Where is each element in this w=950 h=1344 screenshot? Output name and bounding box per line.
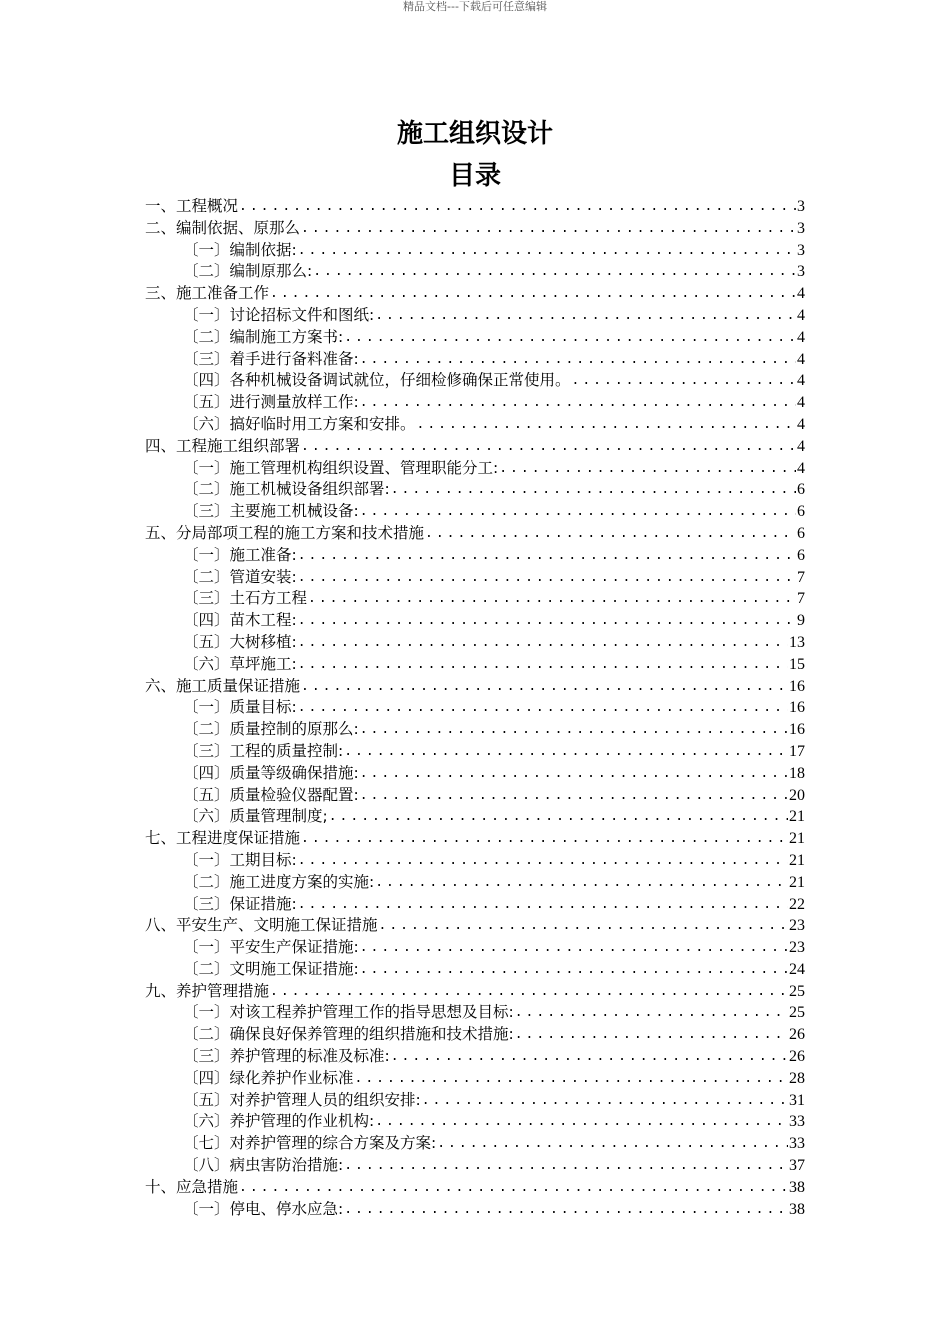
toc-entry-section[interactable] [145,806,805,828]
toc-entry-section[interactable] [145,632,805,654]
toc-entry-label: 〔一〕施工准备: [183,545,297,564]
toc-leader-dots [375,305,796,327]
toc-entry-label: 〔三〕工程的质量控制: [183,741,344,760]
toc-entry-label: 〔一〕对该工程养护管理工作的指导思想及目标: [183,1003,514,1022]
toc-leader-dots [379,915,788,937]
toc-entry-page-number: 17 [789,742,805,760]
toc-entry-page-number: 18 [789,764,805,782]
toc-leader-dots [239,1177,788,1199]
toc-entry-label: 〔三〕养护管理的标准及标准: [183,1047,390,1066]
toc-entry-chapter[interactable] [145,523,805,545]
toc-entry-label: 六、施工质量保证措施 [145,676,301,695]
toc-leader-dots [298,654,788,676]
toc-entry-label: 〔一〕平安生产保证措施: [183,938,359,957]
toc-entry-page-number: 4 [797,459,805,477]
toc-leader-dots [298,545,796,567]
toc-entry-section[interactable] [145,1155,805,1177]
toc-entry-label: 〔四〕各种机械设备调试就位，仔细检修确保正常使用。 [183,371,571,390]
toc-title: 目录 [448,161,501,191]
toc-entry-section[interactable] [145,1046,805,1068]
toc-entry-section[interactable] [145,1068,805,1090]
toc-entry-section[interactable] [145,370,805,392]
toc-entry-label: 〔三〕保证措施: [183,894,297,913]
toc-entry-label: 〔五〕质量检验仪器配置: [183,785,359,804]
toc-entry-label: 〔二〕施工进度方案的实施: [183,872,375,891]
toc-entry-label: 〔二〕施工机械设备组织部署: [183,480,390,499]
toc-entry-label: 〔六〕草坪施工: [183,654,297,673]
toc-entry-page-number: 3 [797,219,805,237]
toc-entry-section[interactable] [145,588,805,610]
toc-entry-section[interactable] [145,1024,805,1046]
toc-leader-dots [375,872,788,894]
toc-leader-dots [425,523,796,545]
toc-entry-label: 〔六〕质量管理制度; [183,807,328,826]
toc-leader-dots [270,283,796,305]
toc-entry-label: 〔三〕土石方工程 [183,589,308,608]
toc-entry-page-number: 4 [797,394,805,412]
toc-leader-dots [437,1133,788,1155]
toc-leader-dots [360,501,796,523]
toc-leader-dots [301,218,796,240]
toc-entry-section[interactable] [145,501,805,523]
toc-entry-page-number: 23 [789,917,805,935]
toc-entry-label: 〔二〕质量控制的原那么: [183,720,359,739]
toc-entry-page-number: 6 [797,524,805,542]
toc-entry-label: 〔二〕管道安装: [183,567,297,586]
toc-leader-dots [515,1024,788,1046]
toc-entry-label: 〔七〕对养护管理的综合方案及方案: [183,1134,437,1153]
toc-entry-section[interactable] [145,1090,805,1112]
toc-entry-page-number: 4 [797,350,805,368]
toc-leader-dots [344,1199,788,1221]
toc-entry-label: 〔二〕编制原那么: [183,262,313,281]
toc-leader-dots [301,828,788,850]
toc-entry-section[interactable] [145,327,805,349]
toc-entry-label: 〔三〕着手进行备料准备: [183,349,359,368]
toc-entry-chapter[interactable] [145,283,805,305]
toc-leader-dots [417,414,796,436]
toc-entry-label: 〔五〕进行测量放样工作: [183,393,359,412]
toc-entry-label: 九、养护管理措施 [145,981,270,1000]
toc-entry-section[interactable] [145,414,805,436]
toc-entry-label: 〔四〕苗木工程: [183,611,297,630]
toc-entry-page-number: 33 [789,1135,805,1153]
toc-entry-page-number: 7 [797,590,805,608]
toc-entry-section[interactable] [145,610,805,632]
toc-entry-label: 五、分局部项工程的施工方案和技术措施 [145,523,425,542]
toc-leader-dots [329,806,788,828]
toc-entry-section[interactable] [145,1133,805,1155]
toc-entry-label: 〔二〕编制施工方案书: [183,327,344,346]
toc-entry-page-number: 21 [789,851,805,869]
toc-entry-section[interactable] [145,654,805,676]
toc-leader-dots [344,1155,788,1177]
toc-entry-label: 〔二〕文明施工保证措施: [183,959,359,978]
toc-entry-label: 〔一〕讨论招标文件和图纸: [183,305,375,324]
toc-entry-page-number: 6 [797,546,805,564]
toc-entry-page-number: 33 [789,1113,805,1131]
toc-leader-dots [360,392,796,414]
toc-entry-page-number: 24 [789,960,805,978]
toc-entry-page-number: 4 [797,306,805,324]
toc-leader-dots [270,981,788,1003]
toc-leader-dots [572,370,796,392]
toc-entry-section[interactable] [145,959,805,981]
toc-entry-chapter[interactable] [145,218,805,240]
toc-leader-dots [298,567,796,589]
toc-leader-dots [344,741,788,763]
toc-entry-label: 二、编制依据、原那么 [145,218,301,237]
toc-leader-dots [360,719,788,741]
toc-leader-dots [308,588,796,610]
toc-entry-label: 十、应急措施 [145,1177,239,1196]
toc-entry-label: 〔三〕主要施工机械设备: [183,502,359,521]
toc-entry-label: 〔一〕工期目标: [183,850,297,869]
toc-entry-label: 〔四〕绿化养护作业标准 [183,1068,354,1087]
toc-entry-page-number: 21 [789,830,805,848]
toc-entry-label: 一、工程概况 [145,197,239,215]
toc-entry-label: 〔一〕停电、停水应急: [183,1199,344,1218]
toc-entry-chapter[interactable] [145,915,805,937]
toc-entry-section[interactable] [145,872,805,894]
toc-entry-page-number: 16 [789,721,805,739]
toc-entry-page-number: 22 [789,895,805,913]
toc-entry-label: 〔一〕编制依据: [183,240,297,259]
toc-leader-dots [391,1046,788,1068]
toc-leader-dots [301,436,796,458]
toc-entry-page-number: 38 [789,1178,805,1196]
toc-entry-page-number: 13 [789,633,805,651]
toc-entry-page-number: 7 [797,568,805,586]
toc-leader-dots [355,1068,788,1090]
toc-leader-dots [344,327,796,349]
toc-leader-dots [360,959,788,981]
toc-entry-section[interactable] [145,763,805,785]
toc-entry-page-number: 16 [789,699,805,717]
toc-entry-section[interactable] [145,741,805,763]
toc-entry-page-number: 4 [797,372,805,390]
toc-entry-label: 七、工程进度保证措施 [145,829,301,848]
toc-entry-chapter[interactable] [145,828,805,850]
toc-leader-dots [298,632,788,654]
toc-leader-dots [239,196,796,218]
toc-leader-dots [298,697,788,719]
toc-entry-page-number: 20 [789,786,805,804]
toc-entry-chapter[interactable] [145,436,805,458]
toc-leader-dots [313,261,796,283]
toc-entry-page-number: 31 [789,1091,805,1109]
toc-entry-section[interactable] [145,937,805,959]
toc-entry-section[interactable] [145,545,805,567]
toc-entry-page-number: 37 [789,1157,805,1175]
toc-entry-label: 〔一〕质量目标: [183,698,297,717]
toc-entry-label: 〔六〕搞好临时用工方案和安排。 [183,414,416,433]
toc-entry-label: 〔五〕对养护管理人员的组织安排: [183,1090,421,1109]
toc-entry-section[interactable] [145,1002,805,1024]
toc-leader-dots [375,1111,788,1133]
toc-leader-dots [298,240,796,262]
toc-leader-dots [515,1002,788,1024]
toc-entry-label: 八、平安生产、文明施工保证措施 [145,916,378,935]
toc-leader-dots [298,610,796,632]
toc-entry-page-number: 9 [797,612,805,630]
toc-entry-label: 四、工程施工组织部署 [145,436,301,455]
toc-entry-section[interactable] [145,261,805,283]
toc-leader-dots [499,458,796,480]
toc-leader-dots [360,937,788,959]
toc-entry-page-number: 3 [797,263,805,281]
toc-entry-label: 〔四〕质量等级确保措施: [183,763,359,782]
toc-entry-page-number: 25 [789,1004,805,1022]
toc-entry-section[interactable] [145,349,805,371]
toc-entry-label: 三、施工准备工作 [145,284,270,303]
toc-entry-section[interactable] [145,392,805,414]
toc-entry-chapter[interactable] [145,1177,805,1199]
toc-leader-dots [301,676,788,698]
toc-entry-section[interactable] [145,785,805,807]
toc-entry-page-number: 26 [789,1026,805,1044]
toc-entry-section[interactable] [145,697,805,719]
toc-entry-label: 〔二〕确保良好保养管理的组织措施和技术措施: [183,1025,514,1044]
toc-leader-dots [360,349,796,371]
toc-entry-section[interactable] [145,850,805,872]
toc-entry-page-number: 26 [789,1048,805,1066]
toc-entry-label: 〔六〕养护管理的作业机构: [183,1112,375,1131]
toc-leader-dots [422,1090,788,1112]
toc-entry-section[interactable] [145,305,805,327]
toc-entry-page-number: 23 [789,939,805,957]
toc-entry-page-number: 4 [797,285,805,303]
toc-entry-page-number: 4 [797,415,805,433]
toc-entry-label: 〔一〕施工管理机构组织设置、管理职能分工: [183,458,499,477]
toc-leader-dots [298,894,788,916]
document-title: 施工组织设计 [396,119,553,149]
toc-entry-page-number: 6 [797,481,805,499]
toc-entry-chapter[interactable] [145,981,805,1003]
toc-entry-section[interactable] [145,1111,805,1133]
toc-entry-section[interactable] [145,567,805,589]
toc-leader-dots [360,763,788,785]
toc-entry-page-number: 25 [789,982,805,1000]
toc-leader-dots [391,479,796,501]
toc-entry-section[interactable] [145,719,805,741]
toc-entry-page-number: 15 [789,655,805,673]
toc-entry-chapter[interactable] [145,196,805,218]
header-note: 精品文档---下载后可任意编辑 [403,0,547,13]
toc-leader-dots [298,850,788,872]
toc-entry-page-number: 3 [797,241,805,259]
toc-entry-section[interactable] [145,894,805,916]
toc-entry-page-number: 21 [789,873,805,891]
toc-entry-page-number: 21 [789,808,805,826]
toc-entry-section[interactable] [145,479,805,501]
toc-entry-page-number: 4 [797,437,805,455]
table-of-contents [145,196,805,1220]
toc-entry-section[interactable] [145,458,805,480]
toc-entry-page-number: 3 [797,198,805,215]
toc-entry-label: 〔五〕大树移植: [183,632,297,651]
toc-entry-page-number: 16 [789,677,805,695]
toc-entry-section[interactable] [145,240,805,262]
toc-entry-section[interactable] [145,1199,805,1221]
toc-entry-page-number: 4 [797,328,805,346]
toc-leader-dots [360,785,788,807]
toc-entry-page-number: 38 [789,1200,805,1218]
toc-entry-page-number: 6 [797,503,805,521]
toc-entry-label: 〔八〕病虫害防治措施: [183,1156,344,1175]
toc-entry-page-number: 28 [789,1069,805,1087]
toc-entry-chapter[interactable] [145,676,805,698]
